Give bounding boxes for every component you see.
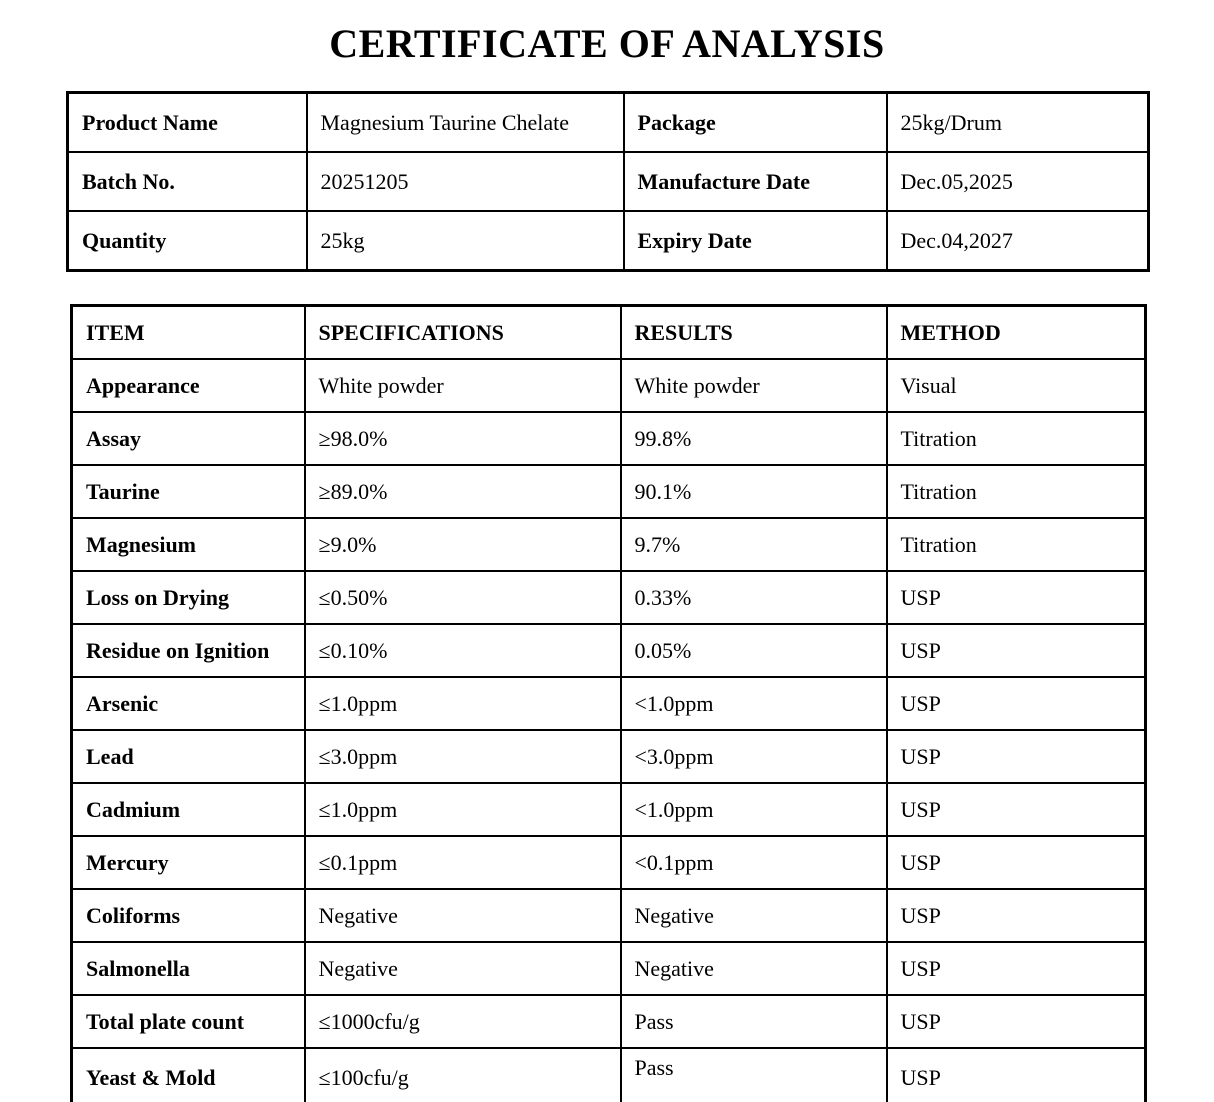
- table-row: [72, 995, 1146, 1048]
- item-cell: Mercury: [72, 836, 305, 889]
- result-cell: Pass: [621, 995, 887, 1048]
- column-header-item: ITEM: [72, 306, 305, 360]
- specification-cell: ≤0.1ppm: [305, 836, 621, 889]
- specification-cell: ≤0.50%: [305, 571, 621, 624]
- table-row: [72, 624, 1146, 677]
- info-value-package: 25kg/Drum: [887, 93, 1149, 153]
- table-row: [72, 836, 1146, 889]
- method-cell: Titration: [887, 518, 1146, 571]
- item-cell: Magnesium: [72, 518, 305, 571]
- table-row: [72, 783, 1146, 836]
- info-value-batch-no: 20251205: [307, 152, 624, 211]
- info-value-expiry-date: Dec.04,2027: [887, 211, 1149, 271]
- item-cell: Arsenic: [72, 677, 305, 730]
- info-label-expiry-date: Expiry Date: [624, 211, 887, 271]
- info-value-quantity: 25kg: [307, 211, 624, 271]
- result-cell: 99.8%: [621, 412, 887, 465]
- info-label-manufacture-date: Manufacture Date: [624, 152, 887, 211]
- table-header-row: [72, 306, 1146, 360]
- result-cell: 90.1%: [621, 465, 887, 518]
- result-cell: <1.0ppm: [621, 783, 887, 836]
- item-cell: Yeast & Mold: [72, 1048, 305, 1102]
- info-value-product-name: Magnesium Taurine Chelate: [307, 93, 624, 153]
- method-cell: USP: [887, 942, 1146, 995]
- result-cell: 9.7%: [621, 518, 887, 571]
- specification-cell: ≥98.0%: [305, 412, 621, 465]
- specification-cell: ≤1.0ppm: [305, 783, 621, 836]
- item-cell: Appearance: [72, 359, 305, 412]
- specification-cell: White powder: [305, 359, 621, 412]
- specification-cell: ≤1000cfu/g: [305, 995, 621, 1048]
- method-cell: USP: [887, 783, 1146, 836]
- analysis-table-body: [72, 359, 1146, 1102]
- method-cell: USP: [887, 624, 1146, 677]
- info-label-package: Package: [624, 93, 887, 153]
- page-title: CERTIFICATE OF ANALYSIS: [329, 21, 885, 66]
- result-cell: 0.33%: [621, 571, 887, 624]
- item-cell: Cadmium: [72, 783, 305, 836]
- table-row: [72, 730, 1146, 783]
- info-label-batch-no: Batch No.: [68, 152, 307, 211]
- table-row: [72, 677, 1146, 730]
- table-row: [72, 412, 1146, 465]
- table-row: [72, 359, 1146, 412]
- item-cell: Total plate count: [72, 995, 305, 1048]
- specification-cell: Negative: [305, 942, 621, 995]
- result-cell: Negative: [621, 889, 887, 942]
- method-cell: USP: [887, 571, 1146, 624]
- result-cell: <1.0ppm: [621, 677, 887, 730]
- item-cell: Coliforms: [72, 889, 305, 942]
- info-label-product-name: Product Name: [68, 93, 307, 153]
- result-cell: <0.1ppm: [621, 836, 887, 889]
- product-info-body: [68, 93, 1149, 271]
- result-cell: <3.0ppm: [621, 730, 887, 783]
- table-row: [72, 518, 1146, 571]
- item-cell: Lead: [72, 730, 305, 783]
- specification-cell: ≥89.0%: [305, 465, 621, 518]
- table-row: [72, 1048, 1146, 1102]
- table-row: [72, 465, 1146, 518]
- result-cell: 0.05%: [621, 624, 887, 677]
- method-cell: USP: [887, 730, 1146, 783]
- table-row: [72, 889, 1146, 942]
- item-cell: Loss on Drying: [72, 571, 305, 624]
- specification-cell: ≤3.0ppm: [305, 730, 621, 783]
- table-row: [68, 152, 1149, 211]
- table-row: [68, 93, 1149, 153]
- method-cell: Titration: [887, 465, 1146, 518]
- info-value-manufacture-date: Dec.05,2025: [887, 152, 1149, 211]
- table-row: [72, 942, 1146, 995]
- column-header-method: METHOD: [887, 306, 1146, 360]
- method-cell: USP: [887, 836, 1146, 889]
- method-cell: USP: [887, 889, 1146, 942]
- column-header-specifications: SPECIFICATIONS: [305, 306, 621, 360]
- specification-cell: Negative: [305, 889, 621, 942]
- item-cell: Taurine: [72, 465, 305, 518]
- item-cell: Assay: [72, 412, 305, 465]
- column-header-results: RESULTS: [621, 306, 887, 360]
- analysis-table-header: [72, 306, 1146, 360]
- table-row: [72, 571, 1146, 624]
- item-cell: Salmonella: [72, 942, 305, 995]
- result-cell: Pass: [621, 1048, 887, 1102]
- specification-cell: ≤100cfu/g: [305, 1048, 621, 1102]
- item-cell: Residue on Ignition: [72, 624, 305, 677]
- specification-cell: ≥9.0%: [305, 518, 621, 571]
- table-row: [68, 211, 1149, 271]
- info-label-quantity: Quantity: [68, 211, 307, 271]
- specification-cell: ≤1.0ppm: [305, 677, 621, 730]
- specification-cell: ≤0.10%: [305, 624, 621, 677]
- result-cell: Negative: [621, 942, 887, 995]
- result-cell: White powder: [621, 359, 887, 412]
- analysis-table: [70, 304, 1147, 1102]
- method-cell: USP: [887, 995, 1146, 1048]
- method-cell: Visual: [887, 359, 1146, 412]
- method-cell: USP: [887, 1048, 1146, 1102]
- product-info-table: [66, 91, 1150, 272]
- method-cell: USP: [887, 677, 1146, 730]
- method-cell: Titration: [887, 412, 1146, 465]
